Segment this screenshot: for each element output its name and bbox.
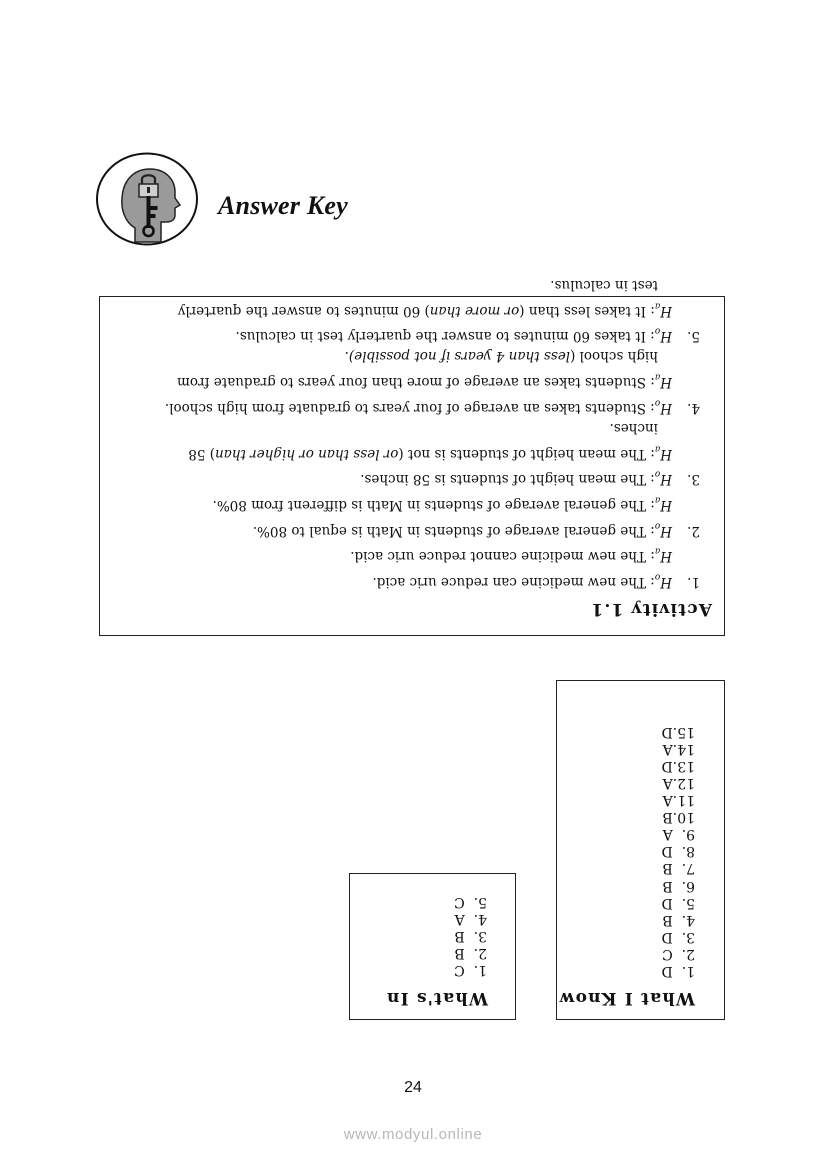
answer-item: 4. B [662,911,695,928]
answer-item: 1. D [661,963,695,979]
answer-item: 14.A [662,740,695,757]
null-hypothesis: The general average of students in Math is equal to 80%. [252,522,646,539]
activity-rotated-content [100,277,724,635]
what-i-know-answers [662,723,696,979]
answer-item: 15.D [661,723,695,740]
whats-in-answers [454,893,487,978]
what-i-know-rotated-content [557,681,724,1019]
answer-item: 8. D [661,843,695,860]
activity-item: 3. $H_o$: The mean height of students is 58 inches. $H_a$: The mean height of students is not (or less than or higher than) 58 inches. [165,418,700,489]
null-hypothesis: It takes 60 minutes to answer the quarterly test in calculus. [235,328,646,345]
alternative-hypothesis: It takes less than (or more than) 60 minutes to answer the quarterly [177,302,646,319]
what-i-know-title: What I Know [558,988,695,1008]
alternative-hypothesis: The mean height of students is not (or less than or higher than) 58 [188,445,646,462]
alternative-hypothesis: Students takes an average of more than four years to graduate from [177,374,646,391]
activity-list [165,275,700,592]
alternative-hypothesis-continued: high school (less than 4 years if not possible). [344,348,658,365]
answer-item: 3. B [454,927,487,944]
activity-item: 1. $H_o$: The new medicine can reduce uric acid. $H_a$: The new medicine cannot reduce uric acid. [350,545,700,590]
head-with-padlock-and-key-icon [95,152,199,246]
alternative-hypothesis-continued: inches. [609,419,658,436]
answer-item: 9. A [662,826,695,843]
answer-item: 3. D [661,928,695,945]
whats-in-rotated-content [350,874,515,1019]
answer-item: 13.D [661,757,695,774]
answer-item: 2. B [454,944,487,961]
null-hypothesis: The mean height of students is 58 inches. [360,471,646,488]
alternative-hypothesis: The general average of students in Math is different from 80%. [212,496,646,513]
answer-item: 7. B [662,860,695,877]
answer-item: 5. C [454,893,487,910]
watermark: www.modyul.online [343,1126,483,1143]
answer-item: 11.A [662,792,695,809]
activity-item: 4. $H_o$: Students takes an average of four years to graduate from high school. $H_a$: Students takes an average of more than four years to graduate from high school (less than 4 years if not possible). [164,348,700,416]
answer-item: 5. D [661,894,695,911]
null-hypothesis: The new medicine can reduce uric acid. [372,574,646,590]
activity-title: Activity 1.1 [590,599,712,619]
activity-item: 5. $H_o$: It takes 60 minutes to answer the quarterly test in calculus. $H_a$: It takes less than (or more than) 60 minutes to answer the quarterly test in calculus. [165,275,700,346]
what-i-know-box [556,680,725,1020]
activity-item: 2. $H_o$: The general average of students in Math is equal to 80%. $H_a$: The general average of students in Math is different from 80%. [212,494,700,539]
answer-item: 10.B [662,809,695,826]
answer-item: 6. B [662,877,695,894]
whats-in-box [349,873,516,1020]
alternative-hypothesis-continued: test in calculus. [550,277,658,294]
page-number: 24 [404,1079,422,1096]
answer-item: 12.A [662,774,695,791]
alternative-hypothesis: The new medicine cannot reduce uric acid. [350,548,646,565]
answer-item: 4. A [454,910,487,927]
null-hypothesis: Students takes an average of four years to graduate from high school. [164,399,646,416]
answer-item: 2. C [662,945,695,962]
page-title: Answer Key [218,191,348,220]
whats-in-title: What's In [385,988,488,1008]
activity-box [99,277,725,636]
answer-item: 1. C [454,962,487,978]
